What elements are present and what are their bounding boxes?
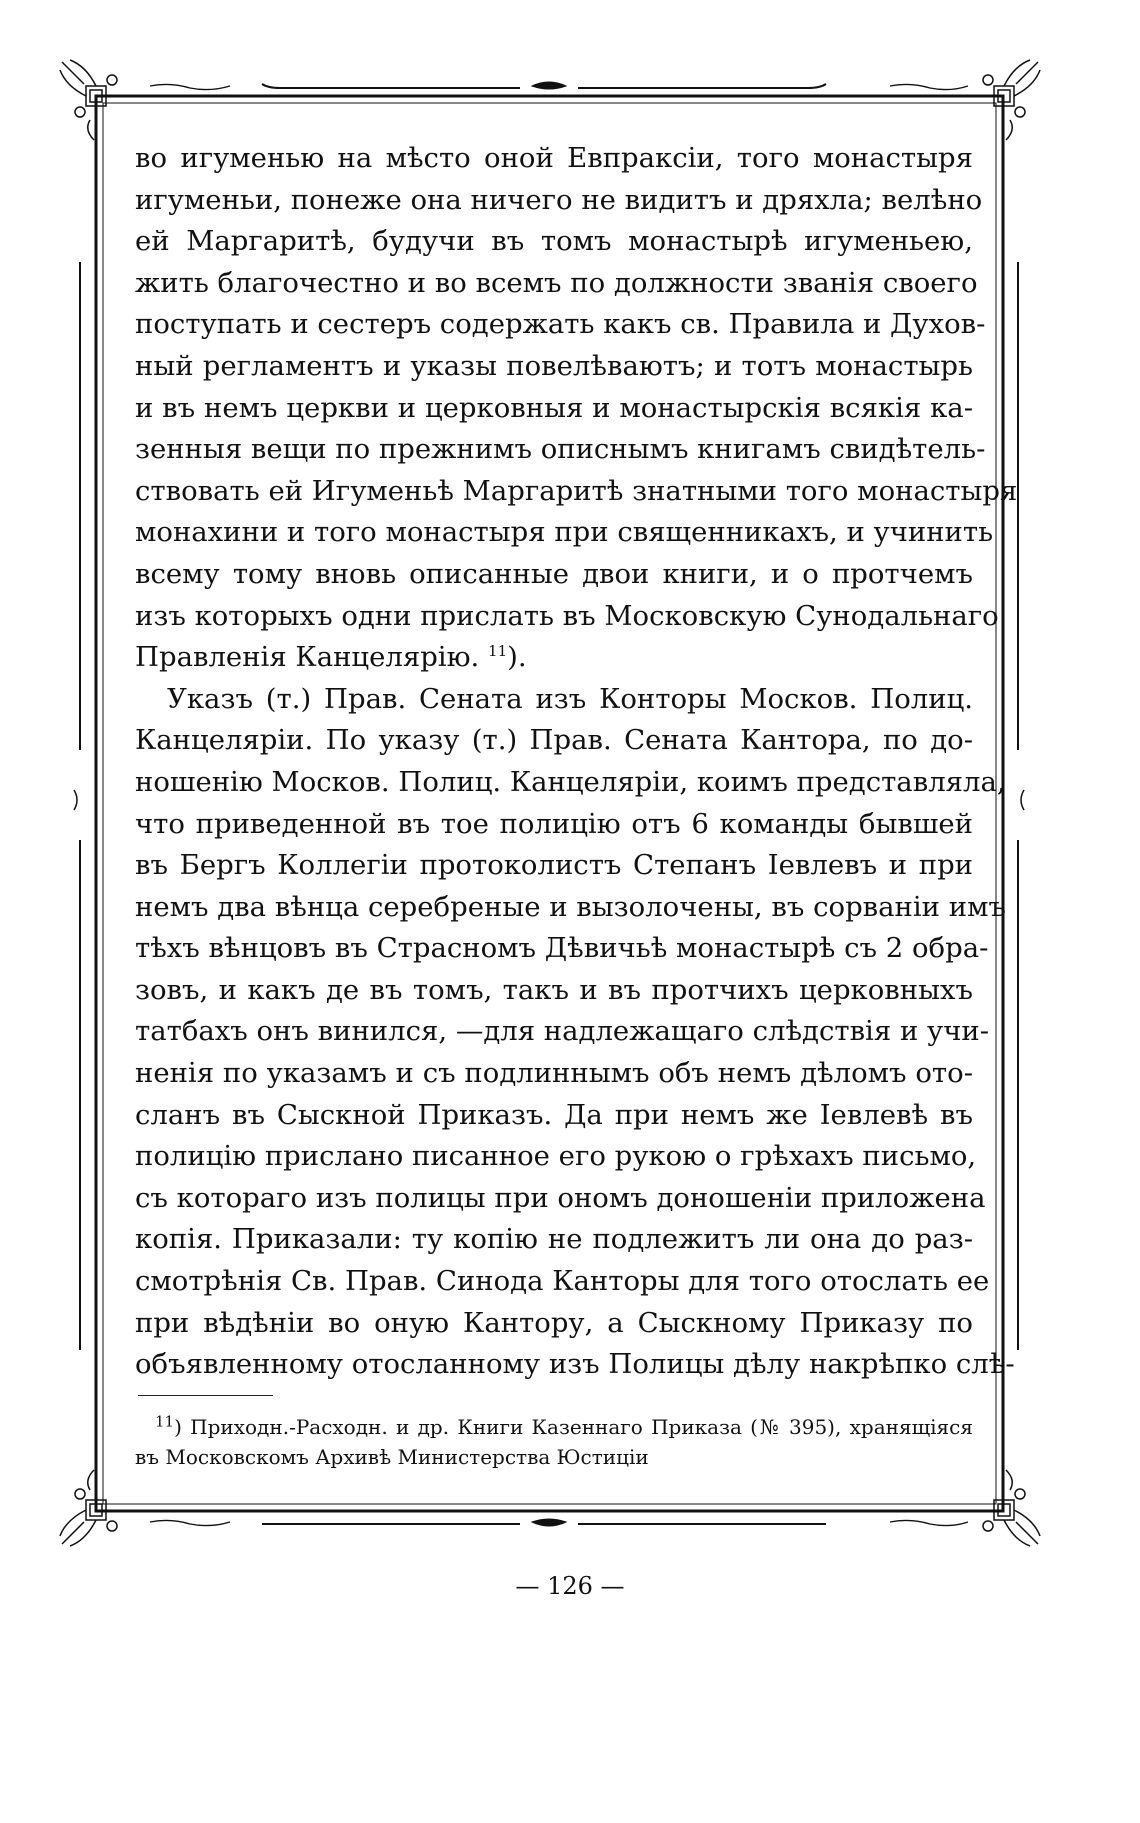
text-line: татбахъ онъ винился, —для надлежащаго слѣдствія и учи-	[135, 1015, 989, 1048]
text-line: въ Бергъ Коллегіи протоколистъ Степанъ Іевлевъ и при	[135, 849, 973, 882]
text-line: ей Маргаритѣ, будучи въ томъ монастырѣ игуменьею,	[135, 225, 973, 258]
text-line: ствовать ей Игуменьѣ Маргаритѣ знатными того монастыря	[135, 474, 1018, 507]
footnote-text: ) Приходн.-Расходн. и др. Книги Казеннаго Приказа (№ 395), хранящіяся	[174, 1415, 973, 1439]
footnote-divider	[138, 1395, 273, 1396]
footnote-mark: 11	[155, 1412, 175, 1431]
text-line: монахини и того монастыря при священникахъ, и учинить	[135, 516, 994, 549]
footnote	[135, 1412, 973, 1472]
text-segment: Правленія Канцелярію.	[135, 641, 480, 674]
text-line: изъ которыхъ одни прислать въ Московскую Сунодальнаго	[135, 599, 999, 632]
text-line: игуменьи, понеже она ничего не видитъ и дряхла; велѣно	[135, 183, 983, 216]
text-line: зенныя вещи по прежнимъ описнымъ книгамъ свидѣтель-	[135, 433, 986, 466]
footnote-line	[135, 1412, 973, 1442]
text-segment: ).	[507, 641, 527, 674]
text-line: съ котораго изъ полицы при ономъ доношеніи приложена	[135, 1181, 986, 1214]
text-line: поступать и сестеръ содержать какъ св. Правила и Духов-	[135, 308, 986, 341]
text-line: при вѣдѣніи во оную Кантору, а Сыскному Приказу по	[135, 1306, 973, 1339]
text-line	[135, 637, 973, 679]
text-line: полицію прислано писанное его рукою о грѣхахъ письмо,	[135, 1140, 977, 1173]
footnote-line: въ Московскомъ Архивѣ Министерства Юстиціи	[135, 1445, 649, 1469]
text-line: немъ два вѣнца серебреные и вызолочены, въ сорваніи имъ	[135, 890, 1006, 923]
text-line: Указъ (т.) Прав. Сената изъ Конторы Москов. Полиц.	[167, 682, 973, 715]
text-line: зовъ, и какъ де въ томъ, такъ и въ протчихъ церковныхъ	[135, 973, 973, 1006]
text-line: ношенію Москов. Полиц. Канцеляріи, коимъ представляла,	[135, 765, 1006, 798]
text-line: смотрѣнія Св. Прав. Синода Канторы для того отослать ее	[135, 1265, 990, 1298]
text-line: и въ немъ церкви и церковныя и монастырскія всякія ка-	[135, 391, 973, 424]
main-text	[135, 138, 1018, 1386]
text-line: тѣхъ вѣнцовъ въ Страсномъ Дѣвичьѣ монастырѣ съ 2 обра-	[135, 932, 989, 965]
text-line: во игуменью на мѣсто оной Евпраксіи, того монастыря	[135, 142, 973, 174]
text-line: ный регламентъ и указы повелѣваютъ; и тотъ монастырь	[135, 349, 973, 382]
text-line: что приведенной въ тое полицію отъ 6 команды бывшей	[135, 807, 973, 840]
text-line: сланъ въ Сыскной Приказъ. Да при немъ же Іевлевѣ въ	[135, 1098, 973, 1131]
page-number: — 126 —	[515, 1572, 625, 1600]
text-line: Канцеляріи. По указу (т.) Прав. Сената Кантора, по до-	[135, 724, 973, 757]
text-line: копія. Приказали: ту копію не подлежитъ ли она до раз-	[135, 1223, 973, 1256]
footnote-reference: 11	[488, 641, 508, 660]
text-line: объявленному отосланному изъ Полицы дѣлу накрѣпко слѣ-	[135, 1348, 1015, 1381]
text-line: ненія по указамъ и съ подлиннымъ объ немъ дѣломъ ото-	[135, 1057, 973, 1090]
text-line: всему тому вновь описанные двои книги, и о протчемъ	[135, 557, 973, 590]
text-line: жить благочестно и во всемъ по должности званія своего	[135, 266, 978, 299]
